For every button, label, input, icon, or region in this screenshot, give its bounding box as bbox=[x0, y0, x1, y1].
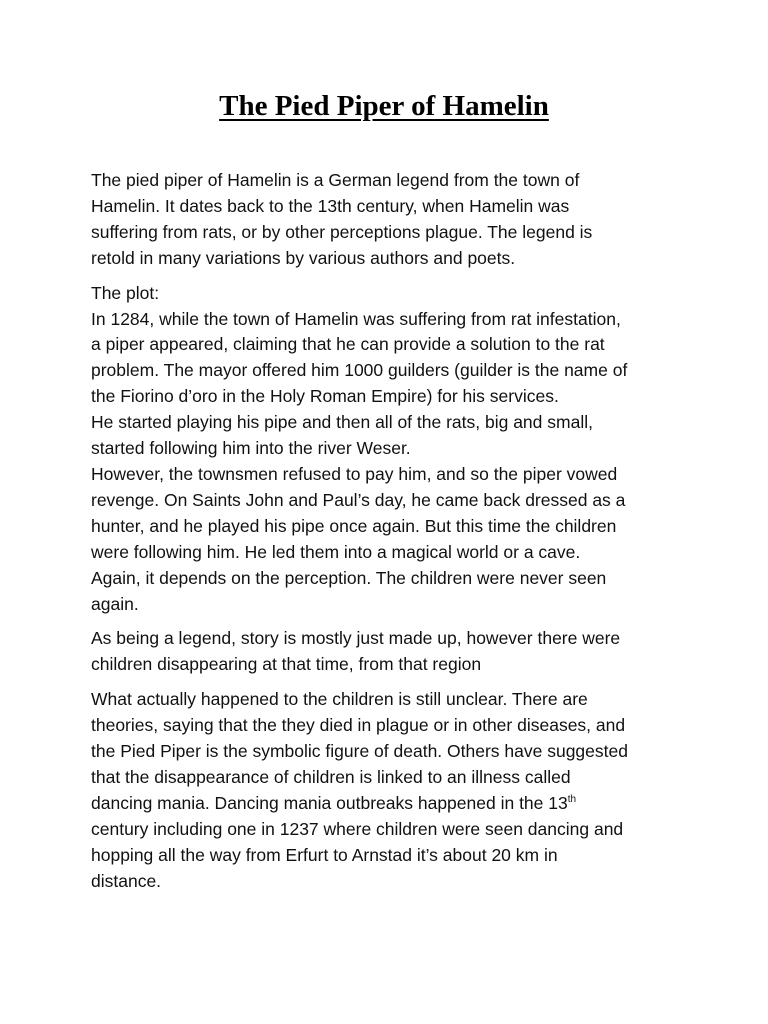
text-line: The pied piper of Hamelin is a German legend from the town of bbox=[91, 170, 580, 190]
text-line: Again, it depends on the perception. The children were never seen bbox=[91, 567, 607, 588]
text-line: revenge. On Saints John and Paul’s day, he came back dressed as a bbox=[91, 489, 626, 510]
text-line: In 1284, while the town of Hamelin was suffering from rat infestation, bbox=[91, 308, 621, 329]
document-title: The Pied Piper of Hamelin bbox=[219, 90, 549, 122]
text-line: the Fiorino d’oro in the Holy Roman Empire) for his services. bbox=[91, 386, 559, 407]
paragraph-plot bbox=[91, 281, 691, 618]
text-line: started following him into the river Weser. bbox=[91, 438, 411, 459]
text-line: a piper appeared, claiming that he can provide a solution to the rat bbox=[91, 334, 605, 355]
text-line: The plot: bbox=[91, 282, 160, 303]
document-body bbox=[91, 168, 691, 903]
text-line: hunter, and he played his pipe once again. But this time the children bbox=[91, 515, 617, 536]
text-fragment: dancing mania. Dancing mania outbreaks happened in the 13 bbox=[91, 792, 568, 813]
text-line: again. bbox=[91, 593, 139, 614]
text-line: children disappearing at that time, from that region bbox=[91, 654, 482, 675]
text-line: the Pied Piper is the symbolic figure of death. Others have suggested bbox=[91, 741, 628, 762]
text-line: century including one in 1237 where children were seen dancing and bbox=[91, 818, 624, 839]
text-line: were following him. He led them into a magical world or a cave. bbox=[91, 541, 581, 562]
text-line-with-superscript bbox=[91, 791, 691, 817]
paragraph-theories bbox=[91, 687, 691, 894]
text-line: problem. The mayor offered him 1000 guilders (guilder is the name of bbox=[91, 360, 628, 381]
text-line: theories, saying that the they died in plague or in other diseases, and bbox=[91, 715, 626, 736]
text-line: hopping all the way from Erfurt to Arnstad it’s about 20 km in bbox=[91, 844, 558, 865]
text-line: He started playing his pipe and then all of the rats, big and small, bbox=[91, 412, 593, 433]
text-line: distance. bbox=[91, 870, 162, 891]
superscript-ordinal: th bbox=[567, 793, 577, 805]
text-line: Hamelin. It dates back to the 13th century, when Hamelin was bbox=[91, 195, 570, 216]
text-line: suffering from rats, or by other perceptions plague. The legend is bbox=[91, 221, 593, 242]
text-line: that the disappearance of children is linked to an illness called bbox=[91, 766, 571, 787]
text-line: retold in many variations by various authors and poets. bbox=[91, 247, 516, 268]
text-line: What actually happened to the children is still unclear. There are bbox=[91, 689, 588, 710]
paragraph-legend bbox=[91, 626, 691, 678]
text-line: However, the townsmen refused to pay him, and so the piper vowed bbox=[91, 463, 618, 484]
paragraph-intro bbox=[91, 168, 691, 272]
text-line: As being a legend, story is mostly just made up, however there were bbox=[91, 628, 621, 649]
